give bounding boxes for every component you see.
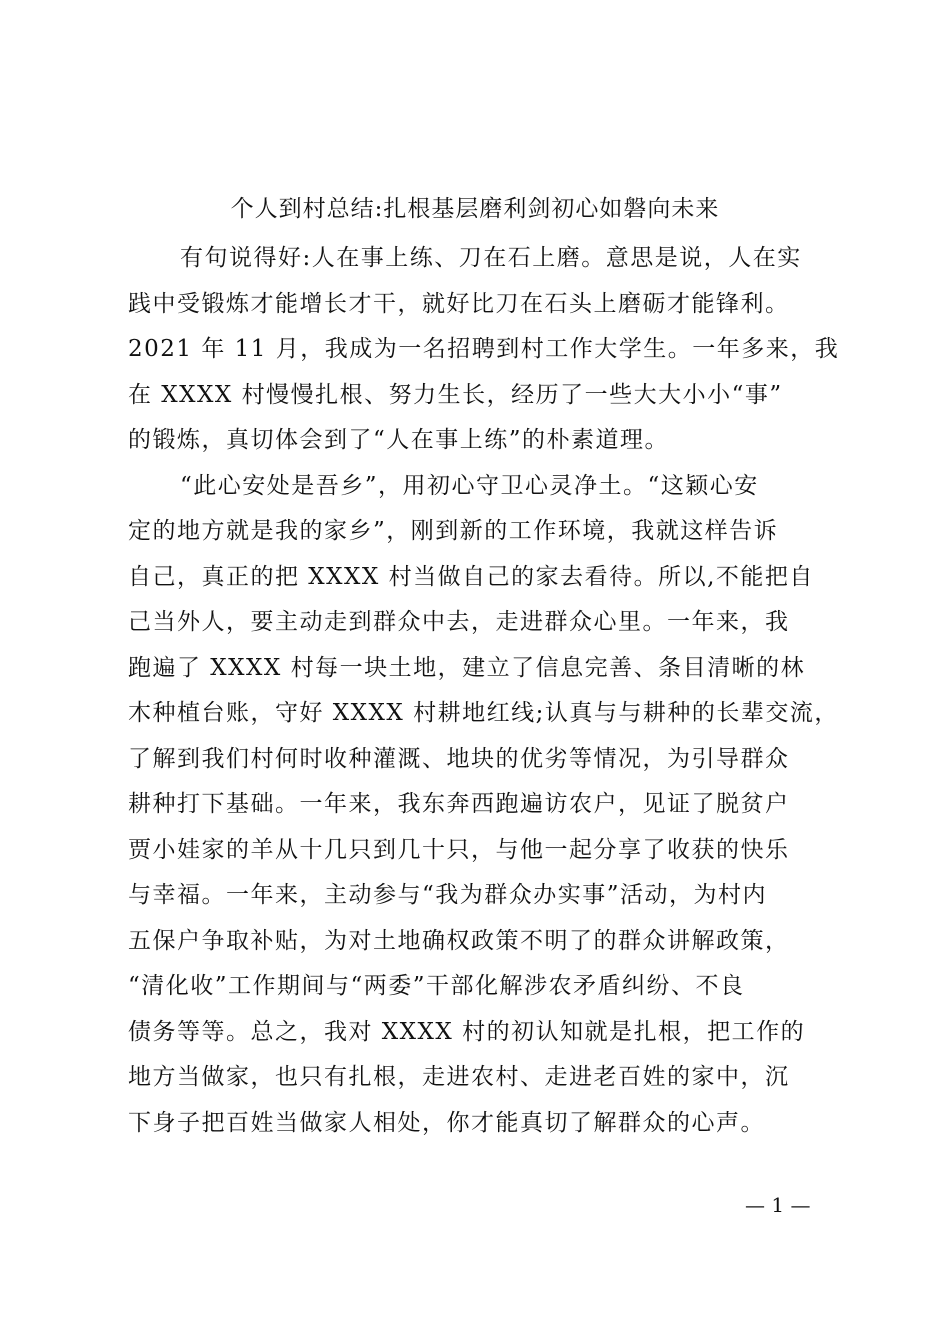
paragraph-line: 木种植台账，守好 XXXX 村耕地红线;认真与与耕种的长辈交流， xyxy=(128,700,839,726)
paragraph-line: 耕种打下基础。一年来，我东奔西跑遍访农户，见证了脱贫户 xyxy=(128,791,790,817)
paragraph-line: 自己，真正的把 XXXX 村当做自己的家去看待。所以,不能把自 xyxy=(128,563,814,590)
paragraph-line: “清化收”工作期间与“两委”干部化解涉农矛盾纠纷、不良 xyxy=(128,973,745,999)
paragraph-line: 五保户争取补贴，为对土地确权政策不明了的群众讲解政策， xyxy=(128,927,790,954)
paragraph-line: 己当外人，要主动走到群众中去，走进群众心里。一年来，我 xyxy=(128,609,790,635)
paragraph-line: 2021 年 11 月，我成为一名招聘到村工作大学生。一年多来，我 xyxy=(128,336,840,362)
paragraph-line: 在 XXXX 村慢慢扎根、努力生长，经历了一些大大小小“事” xyxy=(128,381,783,408)
paragraph-line: 有句说得好:人在事上练、刀在石上磨。意思是说，人在实 xyxy=(180,245,802,271)
paragraph-line: 贾小娃家的羊从十几只到几十只，与他一起分享了收获的快乐 xyxy=(128,836,790,863)
paragraph-line: 践中受锻炼才能增长才干，就好比刀在石头上磨砺才能锋利。 xyxy=(128,290,790,317)
paragraph-line: 的锻炼，真切体会到了“人在事上练”的朴素道理。 xyxy=(128,427,670,453)
paragraph-line: 下身子把百姓当做家人相处，你才能真切了解群众的心声。 xyxy=(128,1109,765,1136)
paragraph-line: 定的地方就是我的家乡”，刚到新的工作环境，我就这样告诉 xyxy=(128,518,779,544)
paragraph-line: 与幸福。一年来，主动参与“我为群众办实事”活动，为村内 xyxy=(128,882,768,908)
paragraph-line: 跑遍了 XXXX 村每一块土地，建立了信息完善、条目清晰的林 xyxy=(128,654,806,681)
document-title: 个人到村总结:扎根基层磨利剑初心如磐向未来 xyxy=(230,196,720,222)
page-number: — 1 — xyxy=(745,1193,811,1217)
paragraph-line: 了解到我们村何时收种灌溉、地块的优劣等情况，为引导群众 xyxy=(128,745,790,772)
document-body xyxy=(128,236,848,1146)
paragraph-line: “此心安处是吾乡”，用初心守卫心灵净土。“这颖心安 xyxy=(180,472,759,499)
paragraph-line: 地方当做家，也只有扎根，走进农村、走进老百姓的家中，沉 xyxy=(128,1064,790,1090)
paragraph-line: 债务等等。总之，我对 XXXX 村的初认知就是扎根，把工作的 xyxy=(128,1018,806,1045)
